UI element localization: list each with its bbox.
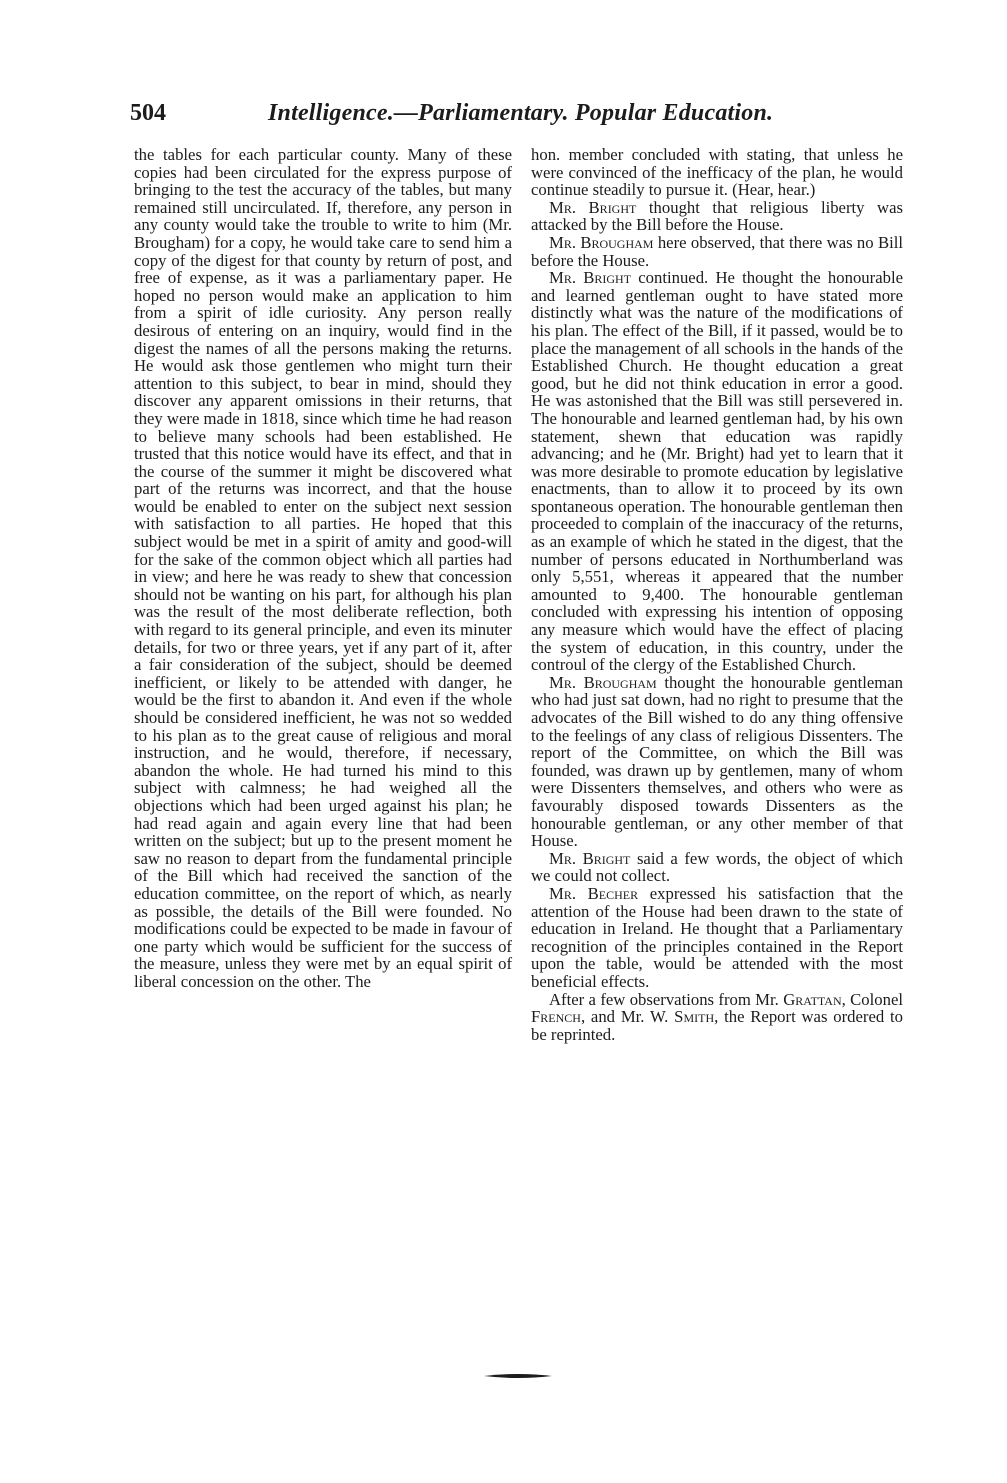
speech-text: here observed, that there was no Bill before the House. bbox=[531, 232, 903, 270]
page-number: 504 bbox=[130, 100, 166, 126]
right-paragraph-3 bbox=[531, 234, 903, 269]
speech-text: After a few observations from Mr. bbox=[549, 989, 784, 1009]
right-paragraph-8 bbox=[531, 991, 903, 1044]
speech-text: thought the honourable gentleman who had just sat down, had no right to presume that the advocates of the Bill wished to do any thing offensive to the feelings of any class of religious Dissenters. The report of the Committee, on which the Bill was founded, was drawn up by gentlemen, many of whom were Dissenters themselves, and others who were as favourably disposed towards Dissenters as the honourable gentleman, or any other member of that House. bbox=[531, 672, 903, 851]
speech-text: , Colonel bbox=[841, 989, 903, 1009]
end-ornament-rule bbox=[484, 1373, 552, 1379]
speech-text: continued. He thought the honourable and learned gentleman ought to have stated more distinctly what was the nature of the modifications of his plan. The effect of the Bill, if it passed, would be to place the management of all schools in the hands of the Established Church. He thought education a great good, but he did not think education in error a good. He was astonished that the Bill was still persevered in. The honourable and learned gentleman had, by his own statement, shewn that education was rapidly advancing; and he (Mr. Bright) had yet to learn that it was more desirable to promote education by legislative enactments, than to allow it to proceed by its own spontaneous operation. The honourable gentleman then proceeded to complain of the inaccuracy of the returns, as an example of which he stated in the digest, that the number of persons educated in Northumberland was only 5,551, whereas it appeared that the number amounted to 9,400. The honourable gentleman concluded with expressing his intention of opposing any measure which would have the effect of placing the system of education, in this country, under the controul of the clergy of the Established Church. bbox=[531, 268, 903, 675]
speaker-name: Mr. Bright bbox=[549, 268, 632, 288]
right-paragraph-4 bbox=[531, 269, 903, 674]
speaker-name: Mr. Bright bbox=[549, 848, 631, 868]
right-paragraph-5 bbox=[531, 674, 903, 850]
speaker-name: Mr. Brougham bbox=[549, 232, 654, 252]
left-paragraph: the tables for each particular county. Many of these copies had been circulated for the express purpose of bringing to the test the accuracy of the tables, but many remained still uncirculated. If, therefore, any person in any county would take the trouble to write to him (Mr. Brougham) for a copy, he would take care to send him a copy of the digest for that county by return of post, and free of expense, as it was a parliamentary paper. He hoped no person would make an application to him from a spirit of idle curiosity. Any person really desirous of entering on an inquiry, would find in the digest the names of all the persons making the returns. He would ask those gentlemen who might turn their attention to this subject, to bear in mind, should they discover any apparent omissions in their returns, that they were made in 1818, since which time he had reason to believe many schools had been established. He trusted that this notice would have its effect, and that in the course of the summer it might be discovered what part of the returns was incorrect, and that the house would be enabled to enter on the subject next session with satisfaction to all parties. He hoped that this subject would be met in a spirit of amity and good-will for the sake of the common object which all parties had in view; and here he was ready to shew that concession should not be wanting on his part, for although his plan was the result of the most deliberate reflection, both with regard to its general principle, and even its minuter details, for two or three years, yet if any part of it, after a fair consideration of the subject, should be deemed inefficient, or likely to be attended with danger, he would be the first to abandon it. And even if the whole should be considered inefficient, he was not so wedded to his plan as to the great cause of religious and moral instruction, and he would, therefore, if necessary, abandon the whole. He had turned his mind to this subject with calmness; he had weighed all the objections which had been urged against his plan; he had read again and again every line that had been written on the subject; but up to the present moment he saw no reason to depart from the fundamental principle of the Bill which had received the sanction of the education committee, on the report of which, as nearly as possible, the details of the Bill were founded. No modifications could be expected to be made in favour of one party which would be sufficient for the success of the measure, unless they were met by an equal spirit of liberal concession on the other. The bbox=[134, 145, 512, 991]
right-paragraph-6 bbox=[531, 850, 903, 885]
running-head bbox=[130, 96, 910, 132]
speaker-name: Grattan bbox=[783, 989, 842, 1009]
speaker-name: Mr. Bright bbox=[549, 197, 637, 217]
speech-text: said a few words, the object of which we could not collect. bbox=[531, 848, 903, 886]
right-paragraph-2 bbox=[531, 199, 903, 234]
speech-text: , the Report was ordered to be reprinted. bbox=[531, 1007, 904, 1044]
right-paragraph-1: hon. member concluded with stating, that unless he were convinced of the inefficacy of the plan, he would continue steadily to pursue it. (Hear, hear.) bbox=[531, 145, 903, 200]
speaker-name: Mr. Becher bbox=[549, 883, 639, 903]
speaker-name: Mr. Brougham bbox=[549, 672, 657, 692]
speaker-name: French bbox=[531, 1007, 581, 1027]
speaker-name: Smith bbox=[674, 1007, 715, 1027]
running-title: Intelligence.—Parliamentary. Popular Education. bbox=[268, 100, 774, 126]
speech-text: , and Mr. W. bbox=[580, 1007, 675, 1027]
left-column bbox=[134, 146, 512, 991]
right-paragraph-7 bbox=[531, 885, 903, 991]
right-column bbox=[531, 146, 903, 1043]
speech-text: expressed his satisfaction that the attention of the House had been drawn to the state of education in Ireland. He thought that a Parliamentary recognition of the principles contained in the Report upon the table, would be attended with the most beneficial effects. bbox=[531, 883, 903, 991]
speech-text: thought that religious liberty was attacked by the Bill before the House. bbox=[531, 197, 903, 235]
